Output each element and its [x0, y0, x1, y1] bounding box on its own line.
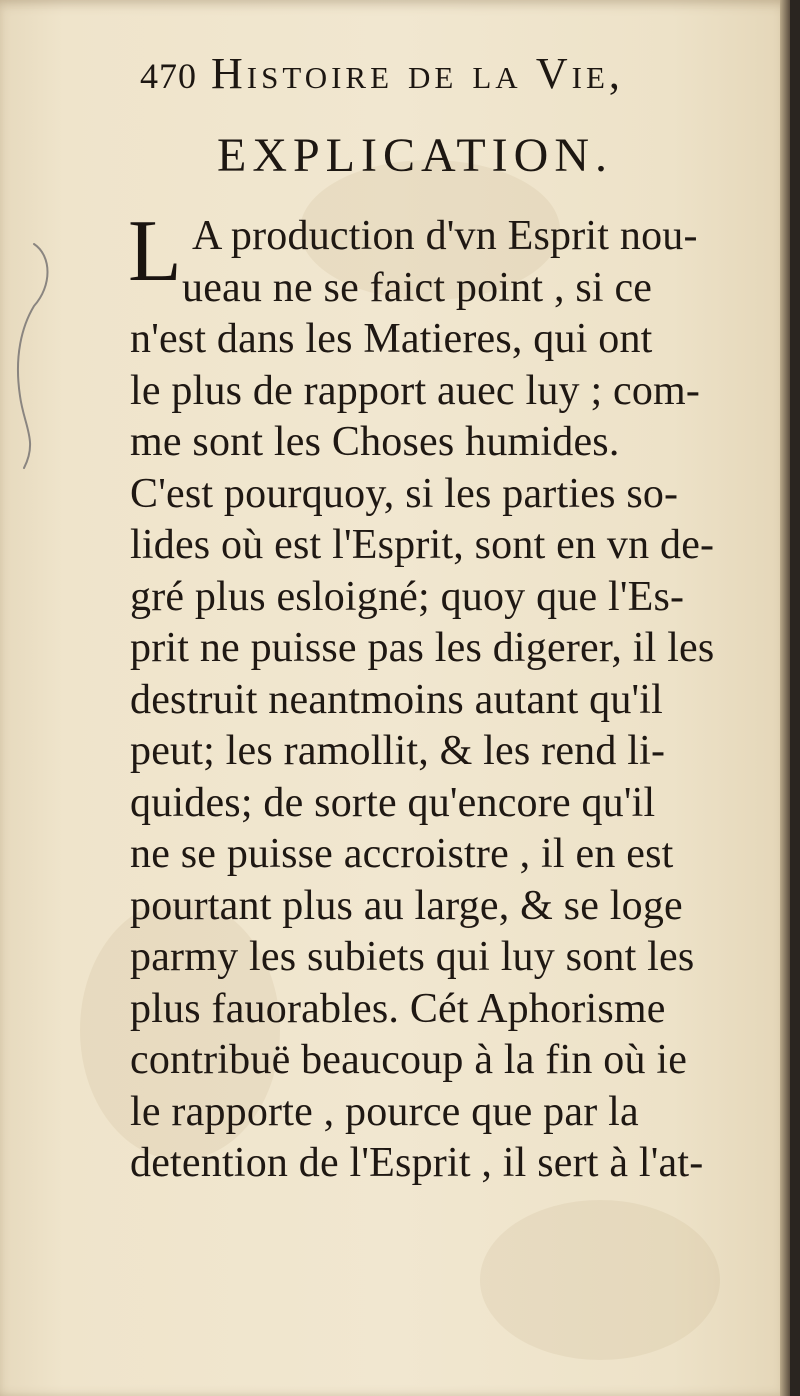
text-line	[130, 933, 730, 985]
line-text: ueau ne se faict point , si ce	[182, 264, 653, 311]
line-text: gré plus esloigné; quoy que l'Es-	[130, 573, 685, 620]
text-line	[130, 367, 730, 419]
pencil-bracket-mark	[4, 236, 54, 476]
paper-stain	[480, 1200, 720, 1360]
line-text: contribuë beaucoup à la fin où ie	[130, 1037, 688, 1083]
text-line	[130, 779, 730, 831]
section-heading: EXPLICATION.	[217, 129, 613, 182]
running-title: Histoire de la Vie,	[211, 49, 624, 98]
text-line	[130, 676, 730, 728]
text-line	[130, 418, 730, 470]
text-line	[130, 1036, 730, 1088]
text-line	[130, 1139, 730, 1191]
line-text: n'est dans les Matieres, qui ont	[130, 316, 653, 362]
line-text: prit ne puisse pas les digerer, il les	[130, 625, 715, 671]
line-text: peut; les ramollit, & les rend li-	[130, 728, 666, 774]
line-text: quides; de sorte qu'encore qu'il	[130, 779, 656, 826]
text-line	[130, 882, 730, 934]
line-text: destruit neantmoins autant qu'il	[130, 676, 664, 723]
text-line	[130, 624, 730, 676]
text-line	[130, 264, 730, 316]
line-text: detention de l'Esprit , il sert à l'at-	[130, 1140, 704, 1186]
line-text: le plus de rapport auec luy ; com-	[130, 367, 701, 414]
text-line	[130, 727, 730, 779]
body-text	[128, 203, 730, 1191]
line-text: C'est pourquoy, si les parties so-	[130, 470, 679, 517]
line-text: A production d'vn Esprit nou-	[192, 213, 698, 259]
text-line	[130, 1088, 730, 1140]
line-text: me sont les Choses humides.	[130, 419, 620, 465]
line-text: lides où est l'Esprit, sont en vn de-	[130, 522, 715, 568]
line-text: plus fauorables. Cét Aphorisme	[130, 985, 666, 1032]
line-text: pourtant plus au large, & se loge	[130, 882, 683, 929]
text-line	[130, 573, 730, 625]
text-line	[130, 521, 730, 573]
running-head	[140, 48, 710, 108]
text-line	[130, 985, 730, 1037]
text-line	[130, 315, 730, 367]
line-text: le rapporte , pource que par la	[130, 1088, 639, 1135]
drop-cap: L	[128, 203, 182, 300]
page-number: 470	[140, 56, 197, 96]
line-text: parmy les subiets qui luy sont les	[130, 934, 695, 980]
text-line	[130, 830, 730, 882]
line-text: ne se puisse accroistre , il en est	[130, 831, 674, 877]
text-line	[130, 470, 730, 522]
page-edge	[780, 0, 790, 1396]
